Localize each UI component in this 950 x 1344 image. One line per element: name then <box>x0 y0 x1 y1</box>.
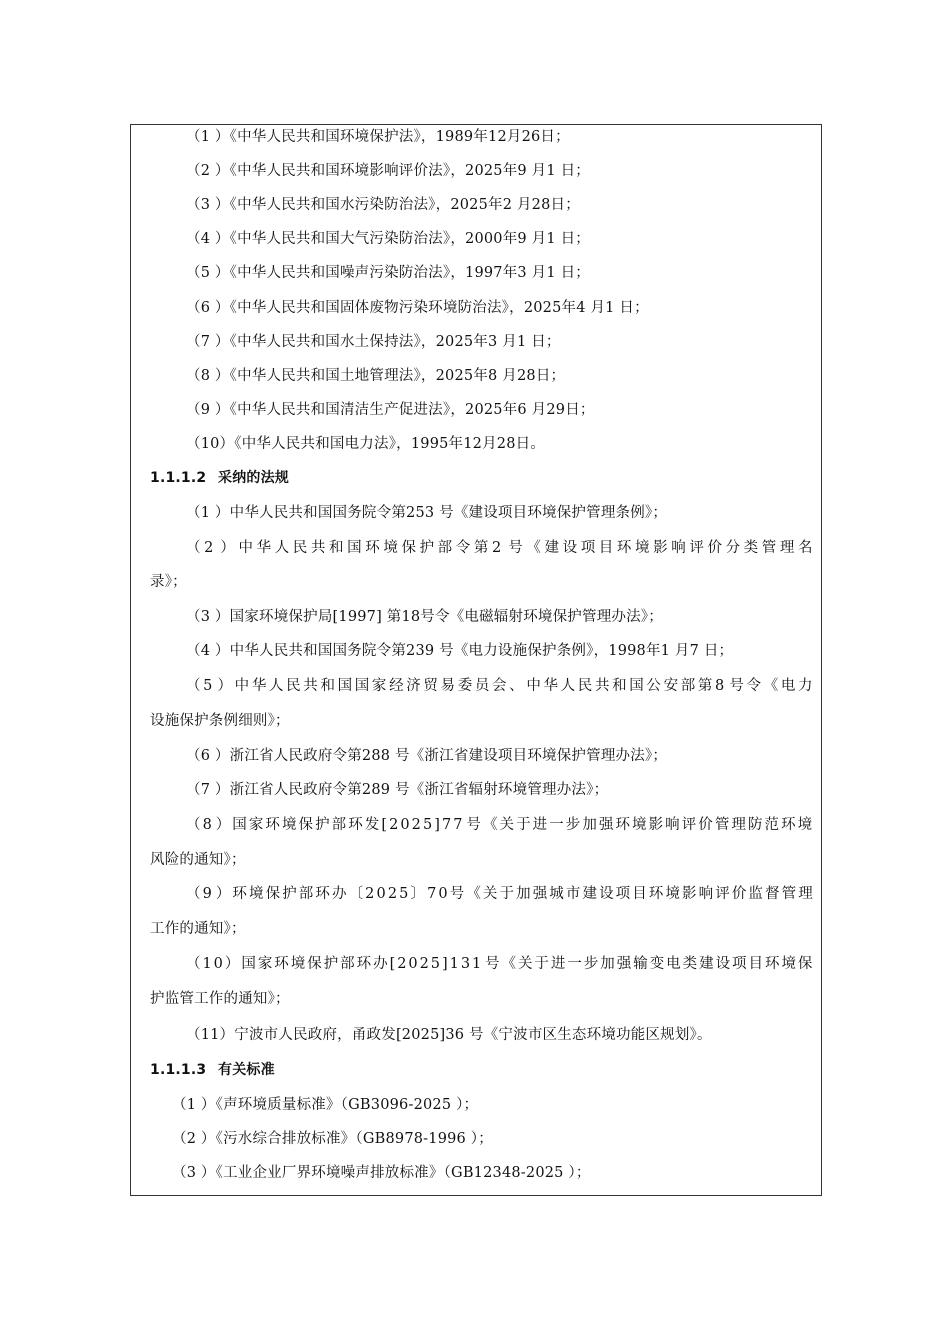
section-heading-standards <box>150 1060 275 1080</box>
law-item: （6 ）《中华人民共和国固体废物污染环境防治法》，2025年4 月1 日； <box>186 300 649 316</box>
regulation-item-continued: 设施保护条例细则》； <box>150 713 290 729</box>
regulation-item: （7 ）浙江省人民政府令第289 号《浙江省辐射环境管理办法》； <box>186 782 609 798</box>
standard-item: （3 ）《工业企业厂界环境噪声排放标准》（GB12348-2025 ）； <box>172 1165 591 1181</box>
regulation-item: （ 1 0 ） 国 家 环 境 保 护 部 环 办 [ 2 0 2 5 ] 1 3 1 号 《 关 于 进 一 步 加 强 输 变 电 类 建 设 项 目 环 境 保 <box>186 956 813 972</box>
law-item: （1 ）《中华人民共和国环境保护法》，1989年12月26日； <box>186 129 570 145</box>
law-item: （2 ）《中华人民共和国环境影响评价法》，2025年9 月1 日； <box>186 163 591 179</box>
regulation-item-continued: 护监管工作的通知》； <box>150 991 290 1007</box>
regulation-item: （ 8 ） 国 家 环 境 保 护 部 环 发 [ 2 0 2 5 ] 7 7 号 《 关 于 进 一 步 加 强 环 境 影 响 评 价 管 理 防 范 环 境 <box>186 817 813 833</box>
section-heading-regulations <box>150 468 289 488</box>
regulation-item: （6 ）浙江省人民政府令第288 号《浙江省建设项目环境保护管理办法》； <box>186 748 668 764</box>
section-title: 采纳的法规 <box>218 470 289 486</box>
regulation-item-continued: 工作的通知》； <box>150 921 246 937</box>
section-title: 有关标准 <box>218 1062 275 1078</box>
law-item: （7 ）《中华人民共和国水土保持法》，2025年3 月1 日； <box>186 334 561 350</box>
regulation-item-continued: 风险的通知》； <box>150 852 246 868</box>
law-item: （4 ）《中华人民共和国大气污染防治法》，2000年9 月1 日； <box>186 231 591 247</box>
regulation-item: （ 5 ） 中 华 人 民 共 和 国 国 家 经 济 贸 易 委 员 会 、 中 华 人 民 共 和 国 公 安 部 第 8 号 令 《 电 力 <box>186 678 813 694</box>
standard-item: （2 ）《污水综合排放标准》（GB8978-1996 ）； <box>172 1131 493 1147</box>
regulation-item: （1 ）中华人民共和国国务院令第253 号《建设项目环境保护管理条例》； <box>186 505 668 521</box>
regulation-item-continued: 录》； <box>150 574 187 590</box>
regulation-item: （4 ）中华人民共和国国务院令第239 号《电力设施保护条例》，1998年1 月7 日； <box>186 643 734 659</box>
law-item: （10）《中华人民共和国电力法》，1995年12月28日。 <box>186 436 546 452</box>
regulation-item: （3 ）国家环境保护局[1997] 第18号令《电磁辐射环境保护管理办法》； <box>186 609 663 625</box>
standard-item: （1 ）《声环境质量标准》（GB3096-2025 ）； <box>172 1097 479 1113</box>
law-item: （9 ）《中华人民共和国清洁生产促进法》，2025年6 月29日； <box>186 402 595 418</box>
section-number: 1.1.1.2 <box>150 470 207 486</box>
law-item: （3 ）《中华人民共和国水污染防治法》，2025年2 月28日； <box>186 197 580 213</box>
regulation-item: （ 2 ） 中 华 人 民 共 和 国 环 境 保 护 部 令 第 2 号 《 建 设 项 目 环 境 影 响 评 价 分 类 管 理 名 <box>186 540 813 556</box>
section-number: 1.1.1.3 <box>150 1062 207 1078</box>
law-item: （5 ）《中华人民共和国噪声污染防治法》，1997年3 月1 日； <box>186 265 591 281</box>
regulation-item: （ 9 ） 环 境 保 护 部 环 办 〔 2 0 2 5 〕 7 0 号 《 关 于 加 强 城 市 建 设 项 目 环 境 影 响 评 价 监 督 管 理 <box>186 886 813 902</box>
regulation-item: （11）宁波市人民政府，甬政发[2025]36 号《宁波市区生态环境功能区规划》。 <box>186 1027 712 1043</box>
law-item: （8 ）《中华人民共和国土地管理法》，2025年8 月28日； <box>186 368 566 384</box>
